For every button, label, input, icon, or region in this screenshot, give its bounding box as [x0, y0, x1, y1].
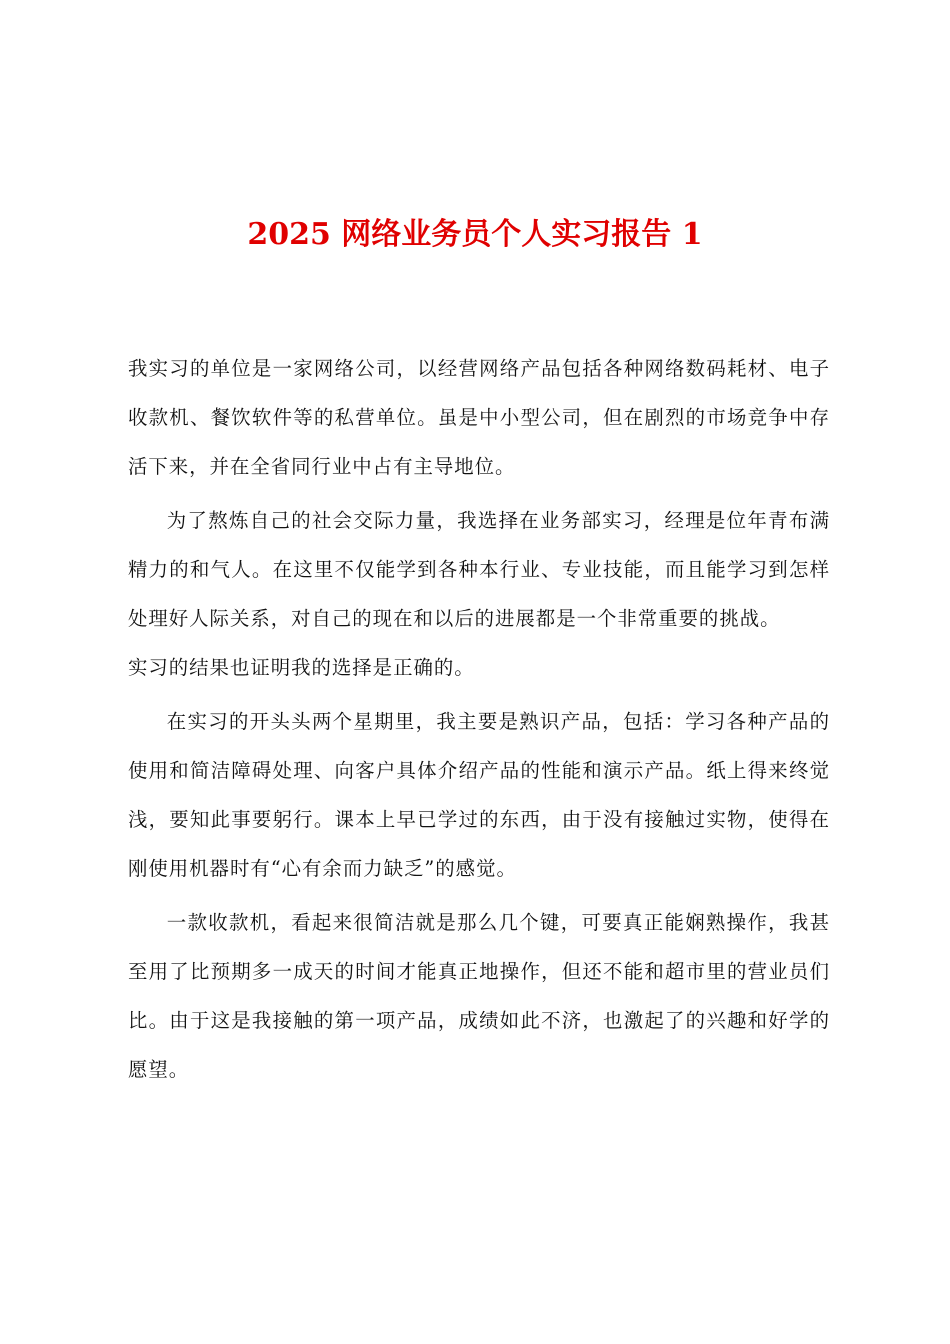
paragraph-3: 实习的结果也证明我的选择是正确的。	[128, 656, 475, 679]
document-body	[128, 344, 830, 1099]
paragraph-4: 在实习的开头头两个星期里，我主要是熟识产品，包括：学习各种产品的使用和简洁障碍处理、向客户具体介绍产品的性能和演示产品。纸上得来终觉浅，要知此事要躬行。课本上早已学过的东西，由于没有接触过实物，使得在刚使用机器时有“心有余而力缺乏”的感觉。	[128, 710, 830, 880]
document-title: 2025 网络业务员个人实习报告 1	[247, 217, 703, 252]
paragraph-2: 为了熬炼自己的社会交际力量，我选择在业务部实习，经理是位年青布满精力的和气人。在这里不仅能学到各种本行业、专业技能，而且能学习到怎样处理好人际关系，对自己的现在和以后的进展都是一个非常重要的挑战。	[128, 509, 830, 630]
paragraph-5: 一款收款机，看起来很简洁就是那么几个键，可要真正能娴熟操作，我甚至用了比预期多一成天的时间才能真正地操作，但还不能和超市里的营业员们比。由于这是我接触的第一项产品，成绩如此不济，也激起了的兴趣和好学的愿望。	[128, 911, 830, 1081]
paragraph-1: 我实习的单位是一家网络公司，以经营网络产品包括各种网络数码耗材、电子收款机、餐饮软件等的私营单位。虽是中小型公司，但在剧烈的市场竞争中存活下来，并在全省同行业中占有主导地位。	[128, 357, 830, 478]
